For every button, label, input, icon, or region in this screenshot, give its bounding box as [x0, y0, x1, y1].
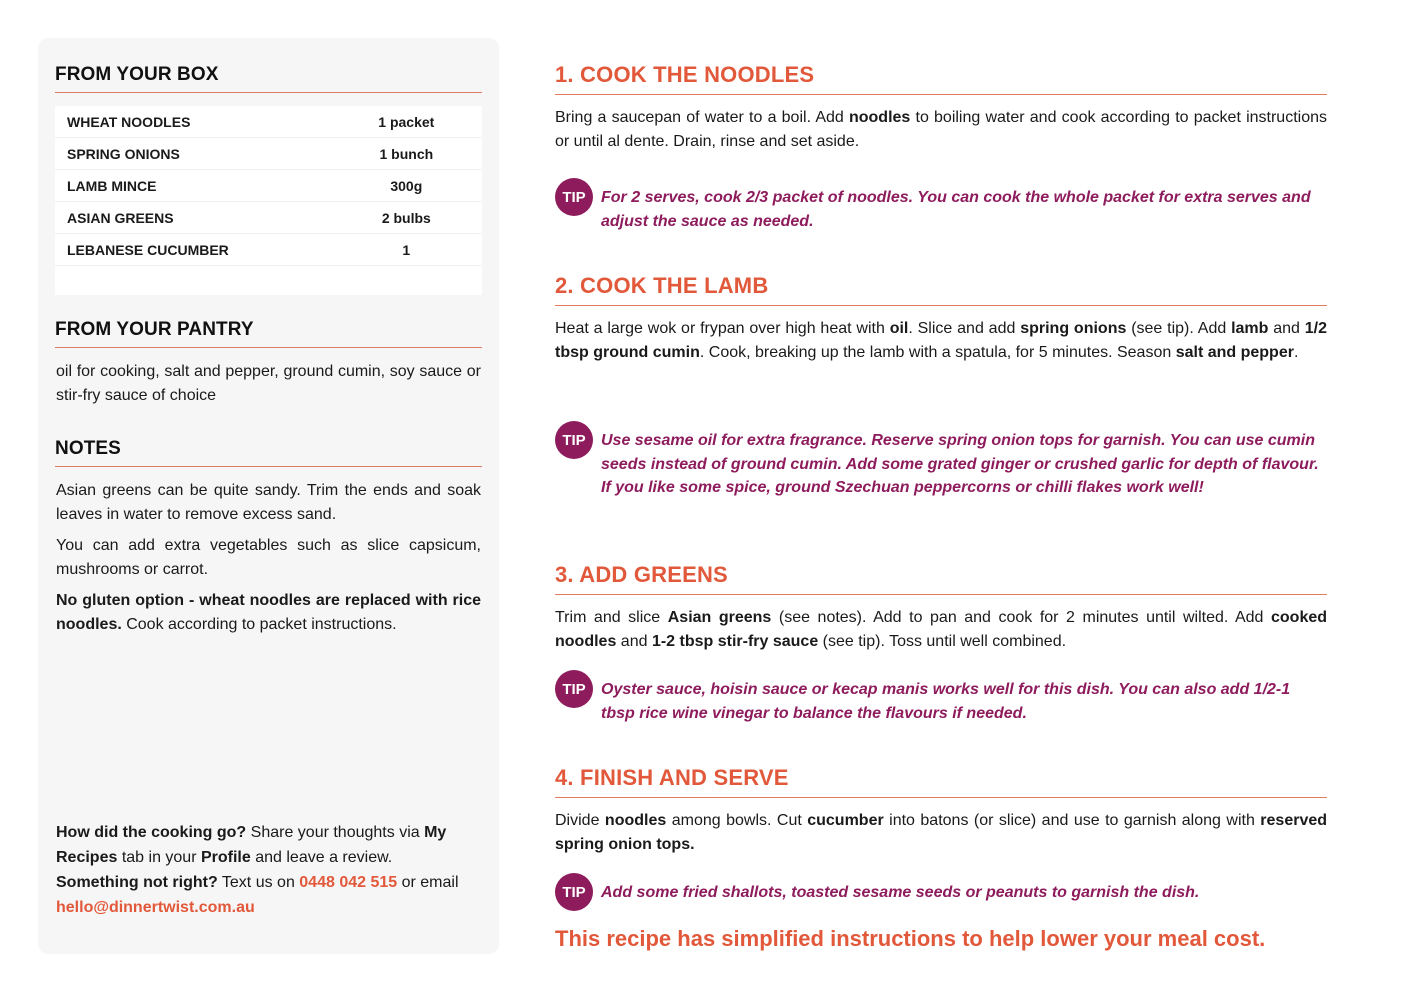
tip-text: For 2 serves, cook 2/3 packet of noodles. You can cook the whole packet for extra serves and adjust the sauce as needed.: [601, 189, 1311, 230]
bold-ingredient: salt and pepper: [1175, 343, 1294, 361]
table-row: [55, 202, 482, 234]
bold-ingredient: lamb: [1231, 320, 1269, 337]
step-4: [555, 765, 1328, 901]
tip-badge-icon: TIP: [555, 178, 593, 216]
step-text: .: [1293, 343, 1299, 361]
pantry-text: oil for cooking, salt and pepper, ground cumin, soy sauce or stir-fry sauce of choice: [56, 363, 481, 404]
notes-body: [56, 479, 481, 644]
step-body: [555, 106, 1327, 153]
from-your-box-title: FROM YOUR BOX: [55, 64, 482, 93]
step-text: Bring a saucepan of water to a boil. Add: [555, 109, 849, 126]
note-text: Cook according to packet instructions.: [121, 615, 397, 633]
step-body: [555, 317, 1327, 364]
feedback-text: and leave a review.: [250, 849, 393, 866]
bold-ingredient: reserved spring onion tops.: [555, 812, 1328, 853]
bold-ingredient: noodles: [604, 812, 667, 829]
bold-ingredient: oil: [889, 320, 909, 337]
feedback-text: Share your thoughts via: [246, 824, 425, 841]
table-row: [55, 106, 482, 138]
tip-badge-icon: TIP: [555, 873, 593, 911]
note-bold: No gluten option - wheat noodles are replaced with rice noodles.: [56, 592, 481, 633]
my-recipes-label: My Recipes: [56, 824, 447, 866]
tip: [555, 186, 1327, 233]
feedback-text: tab in your: [117, 849, 201, 866]
ingredient-qty: 1 packet: [378, 113, 435, 130]
from-your-pantry-title: FROM YOUR PANTRY: [55, 319, 482, 348]
bold-ingredient: Asian greens: [667, 609, 772, 626]
bold-ingredient: 1-2 tbsp stir-fry sauce: [651, 632, 819, 650]
step-3: [555, 562, 1328, 722]
step-text: . Slice and add: [908, 320, 1021, 337]
step-body: [555, 606, 1327, 653]
step-title: 1. COOK THE NOODLES: [555, 62, 1327, 95]
ingredient-name: WHEAT NOODLES: [67, 113, 191, 130]
ingredient-name: LEBANESE CUCUMBER: [67, 241, 229, 258]
feedback-text: or email: [397, 874, 459, 891]
note: You can add extra vegetables such as slice capsicum, mushrooms or carrot.: [56, 537, 481, 578]
note: [56, 589, 481, 636]
step-1: [555, 62, 1327, 230]
bold-ingredient: noodles: [848, 109, 911, 126]
table-row: [55, 138, 482, 170]
feedback-question: How did the cooking go?: [56, 824, 247, 841]
ingredient-name: LAMB MINCE: [67, 177, 157, 194]
tip-text: Oyster sauce, hoisin sauce or kecap manis works well for this dish. You can also add 1/2-1 tbsp rice wine vinegar to balance the flavours if needed.: [601, 681, 1291, 722]
phone-link[interactable]: 0448 042 515: [299, 874, 398, 891]
feedback-block: [56, 820, 486, 920]
step-text: into batons (or slice) and use to garnish along with: [883, 812, 1261, 829]
box-ingredients-table: [55, 106, 482, 295]
step-title: 3. ADD GREENS: [555, 562, 1327, 595]
step-title: 4. FINISH AND SERVE: [555, 765, 1327, 798]
ingredient-name: ASIAN GREENS: [67, 209, 174, 226]
step-title: 2. COOK THE LAMB: [555, 273, 1327, 306]
ingredients-panel: [38, 38, 499, 954]
notes-title: NOTES: [55, 438, 482, 467]
feedback-text: Text us on: [217, 874, 300, 891]
table-row: [55, 170, 482, 202]
step-text: Trim and slice: [555, 609, 668, 626]
table-row: [55, 234, 482, 266]
tip: [555, 429, 1327, 500]
ingredient-qty: 300g: [390, 177, 423, 194]
ingredient-qty: 2 bulbs: [381, 209, 431, 226]
step-2: [555, 273, 1328, 496]
ingredient-qty: 1 bunch: [379, 145, 434, 162]
step-text: . Cook, breaking up the lamb with a spatula, for 5 minutes. Season: [699, 343, 1176, 361]
step-text: (see notes). Add to pan and cook for 2 minutes until wilted. Add: [771, 609, 1271, 626]
tip-text: Use sesame oil for extra fragrance. Reserve spring onion tops for garnish. You can use cumin seeds instead of ground cumin. Add some grated ginger or crushed garlic for depth of flavour. If you like some spice, ground Szechuan peppercorns or chilli flakes work well!: [601, 432, 1319, 496]
step-text: to boiling water and cook according to packet instructions or until al dente. Drain, rinse and set aside.: [555, 109, 1327, 150]
ingredient-name: SPRING ONIONS: [67, 145, 180, 162]
tip-badge-icon: TIP: [555, 421, 593, 459]
bold-ingredient: 1/2 tbsp ground cumin: [555, 320, 1328, 361]
step-text: (see tip). Add: [1126, 320, 1232, 337]
step-text: Heat a large wok or frypan over high heat with: [555, 320, 890, 337]
bold-ingredient: cucumber: [807, 812, 884, 829]
step-text: and: [616, 632, 652, 650]
tip-badge-icon: TIP: [555, 670, 593, 708]
tip: [555, 678, 1327, 725]
tip-text: Add some fried shallots, toasted sesame seeds or peanuts to garnish the dish.: [601, 884, 1200, 901]
bold-ingredient: cooked noodles: [555, 609, 1328, 650]
note: Asian greens can be quite sandy. Trim the ends and soak leaves in water to remove excess sand.: [56, 482, 481, 523]
bold-ingredient: spring onions: [1020, 320, 1127, 337]
step-body: [555, 809, 1327, 856]
step-text: among bowls. Cut: [666, 812, 808, 829]
email-link[interactable]: hello@dinnertwist.com.au: [56, 899, 255, 916]
profile-label: Profile: [200, 849, 251, 866]
step-text: and: [1268, 320, 1305, 337]
tip: [555, 881, 1327, 911]
ingredient-qty: 1: [402, 241, 411, 258]
support-question: Something not right?: [56, 874, 218, 891]
simplified-recipe-note: This recipe has simplified instructions to help lower your meal cost.: [555, 926, 1266, 951]
step-text: (see tip). Toss until well combined.: [818, 632, 1067, 650]
step-text: Divide: [555, 812, 605, 829]
